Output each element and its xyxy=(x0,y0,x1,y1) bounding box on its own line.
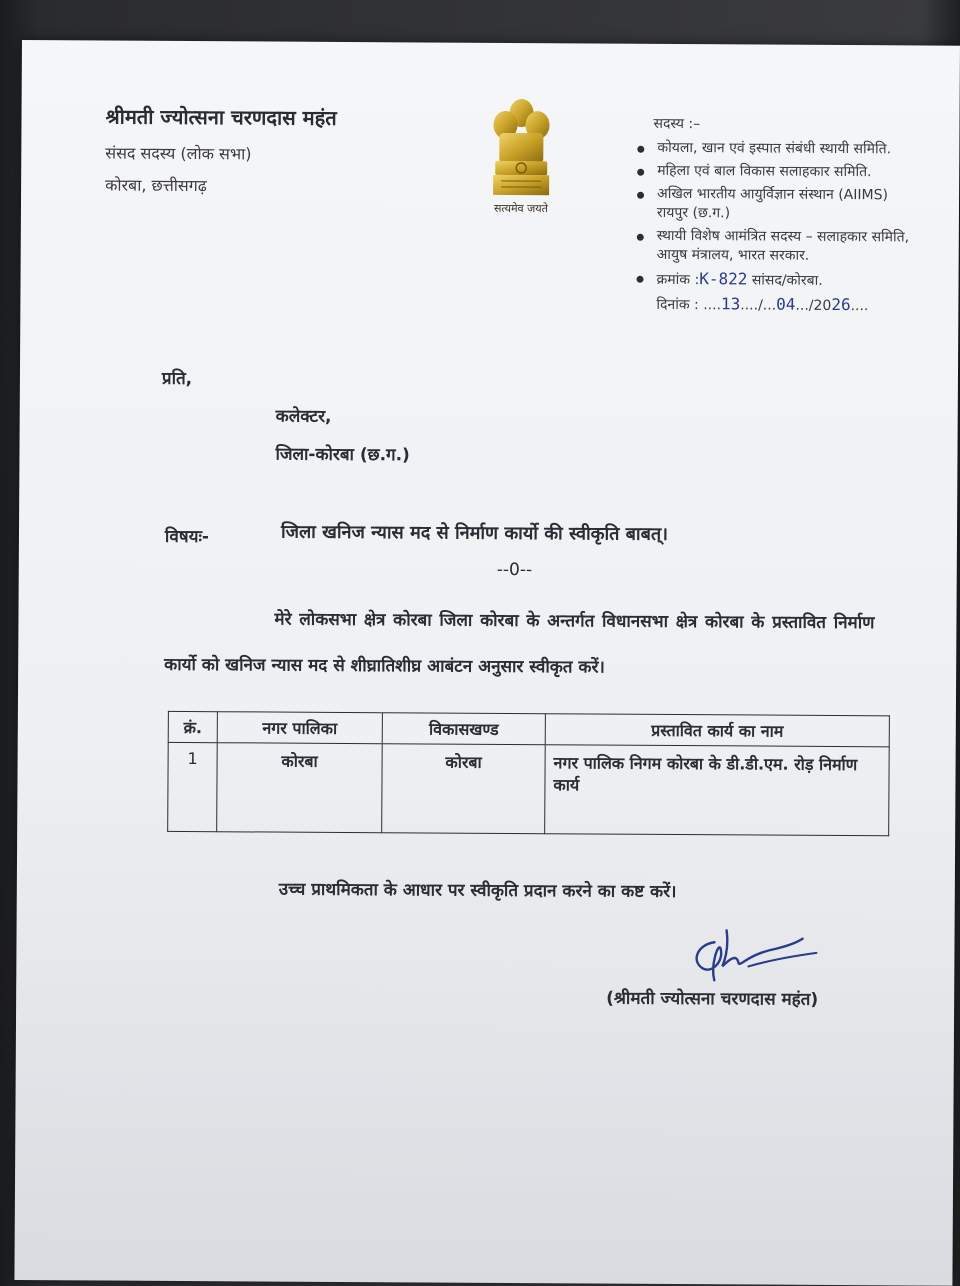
closing-line: उच्च प्राथमिकता के आधार पर स्वीकृति प्रदान करने का कष्ट करें। xyxy=(278,879,677,903)
member-title: सदस्य :– xyxy=(653,115,701,133)
table-row xyxy=(168,742,890,835)
member-list xyxy=(630,139,951,317)
emblem-motto: सत्यमेव जयते xyxy=(493,201,549,216)
header-block: विकासखण्ड xyxy=(382,713,545,745)
table-header-row xyxy=(168,711,889,746)
body-paragraph: मेरे लोकसभा क्षेत्र कोरबा जिला कोरबा के अन्तर्गत विधानसभा क्षेत्र कोरबा के प्रस्तावित निर्माण कार्यो को खनिज न्यास मद से शीघ्रातिशीघ्र आबंटन अनुसार स्वीकृत करें। xyxy=(164,609,875,678)
member-block xyxy=(630,114,951,321)
reference-number: क्रमांक :K-822 सांसद/कोरबा. xyxy=(630,269,950,292)
sender-designation: संसद सदस्य (लोक सभा) xyxy=(105,143,252,164)
cell-serial: 1 xyxy=(168,742,218,831)
cell-municipality: कोरबा xyxy=(217,743,383,833)
national-emblem xyxy=(483,95,560,216)
subject-label: विषयः- xyxy=(164,526,210,548)
handwritten-year: 26 xyxy=(831,294,851,315)
to-label: प्रति, xyxy=(161,368,193,390)
sender-name: श्रीमती ज्योत्सना चरणदास महंत xyxy=(105,104,337,130)
letter-page xyxy=(14,40,960,1286)
cell-block: कोरबा xyxy=(382,744,546,834)
subject-text: जिला खनिज न्यास मद से निर्माण कार्यो की स्वीकृति बाबत्। xyxy=(280,521,669,545)
lion-capital-icon xyxy=(489,95,554,199)
sender-block xyxy=(105,103,337,207)
header-municipality: नगर पालिका xyxy=(217,712,382,744)
member-item: कोयला, खान एवं इस्पात संबंधी स्थायी समिति. xyxy=(631,139,951,160)
member-item: स्थायी विशेष आमंत्रित सदस्य – सलाहकार समिति, आयुष मंत्रालय, भारत सरकार. xyxy=(631,227,951,267)
handwritten-ref: K-822 xyxy=(699,269,748,289)
cell-work-name: नगर पालिक निगम कोरबा के डी.डी.एम. रोड़ निर्माण कार्य xyxy=(545,745,890,836)
separator: --0-- xyxy=(496,559,533,581)
member-item: अखिल भारतीय आयुर्विज्ञान संस्थान (AIIMS) रायपुर (छ.ग.) xyxy=(631,185,951,225)
recipient: कलेक्टर, xyxy=(275,406,332,427)
signature-icon xyxy=(676,924,826,995)
letter-date: दिनांक : ....13..../...04.../2026.... xyxy=(656,294,869,315)
recipient-place: जिला-कोरबा (छ.ग.) xyxy=(275,444,410,466)
sender-place: कोरबा, छत्तीसगढ़ xyxy=(105,175,207,196)
works-table xyxy=(167,711,890,836)
header-serial: क्रं. xyxy=(168,711,217,742)
handwritten-month: 04 xyxy=(776,294,796,314)
member-item: महिला एवं बाल विकास सलाहकार समिति. xyxy=(631,162,951,183)
signatory-name: (श्रीमती ज्योत्सना चरणदास महंत) xyxy=(606,988,819,1010)
header-work-name: प्रस्तावित कार्य का नाम xyxy=(545,714,889,747)
handwritten-day: 13 xyxy=(720,294,741,314)
